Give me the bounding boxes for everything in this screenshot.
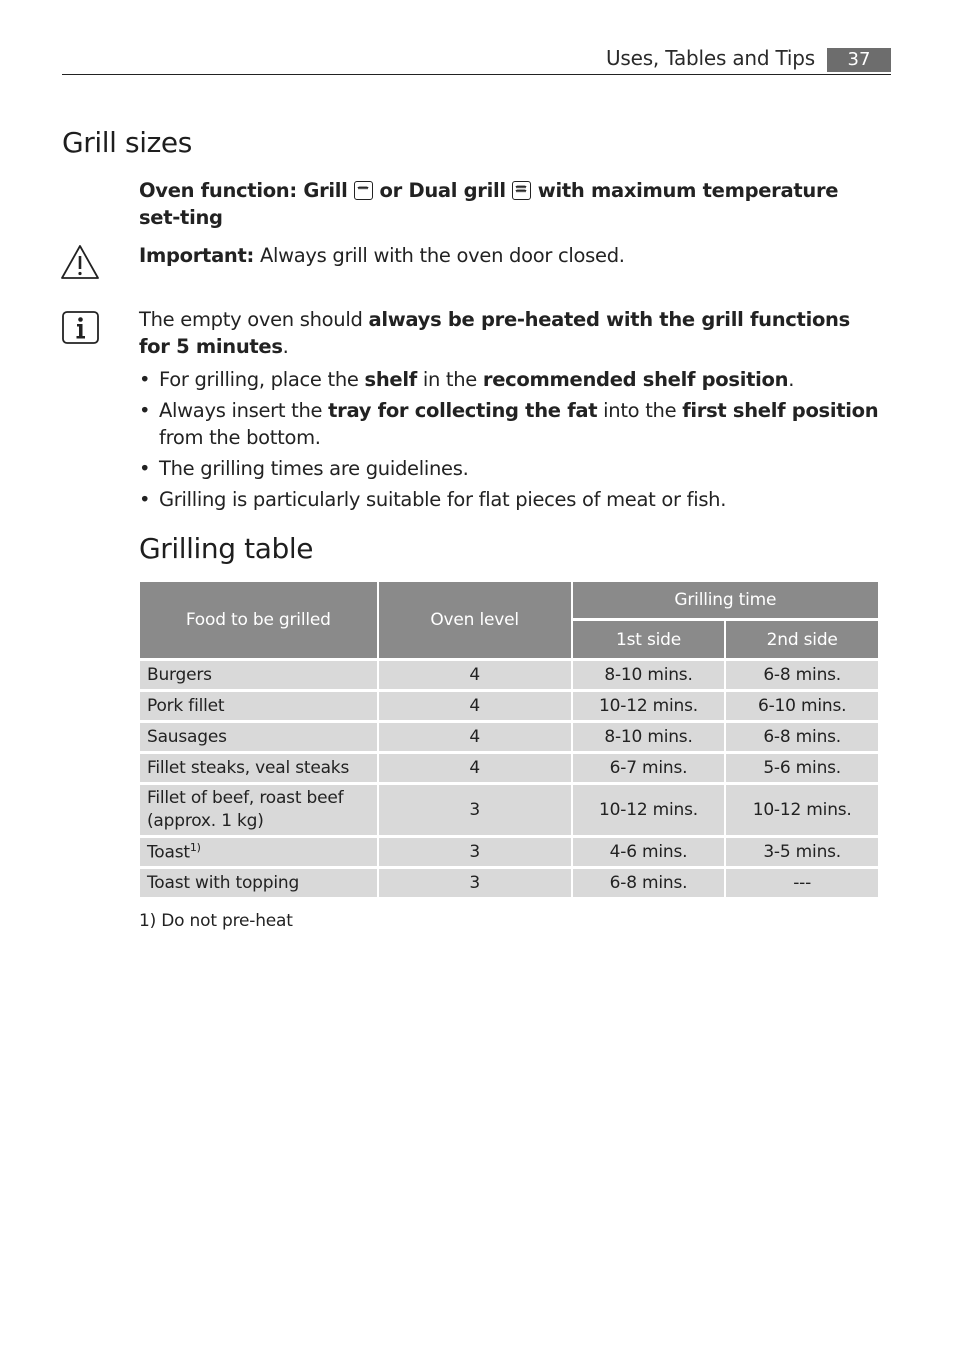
bullet-bold: shelf xyxy=(364,368,417,391)
cell-side1: 6-7 mins. xyxy=(573,754,725,782)
list-item xyxy=(139,397,884,451)
header-2nd-side: 2nd side xyxy=(726,621,878,658)
oven-function-middle: or Dual grill xyxy=(379,179,506,202)
cell-side1: 8-10 mins. xyxy=(573,661,725,689)
bullet-text: The grilling times are guidelines. xyxy=(159,457,469,480)
warning-icon xyxy=(60,244,100,284)
cell-food: Pork fillet xyxy=(140,692,377,720)
grilling-table xyxy=(138,579,880,900)
cell-side1: 6-8 mins. xyxy=(573,869,725,897)
cell-side1: 8-10 mins. xyxy=(573,723,725,751)
cell-level: 3 xyxy=(379,869,571,897)
grill-icon xyxy=(354,181,373,200)
cell-level: 3 xyxy=(379,785,571,835)
bullet-text: For grilling, place the xyxy=(159,368,365,391)
page-number: 37 xyxy=(827,48,891,72)
table-row xyxy=(140,838,878,866)
cell-side2: 5-6 mins. xyxy=(726,754,878,782)
cell-side2: --- xyxy=(726,869,878,897)
bullet-text: into the xyxy=(597,399,683,422)
table-row xyxy=(140,692,878,720)
cell-side2: 6-10 mins. xyxy=(726,692,878,720)
cell-food xyxy=(140,838,377,866)
oven-function-suffix: with maximum temperature set-ting xyxy=(139,179,839,229)
info-bold-1: always be pre-heated with the grill functions for 5 minutes xyxy=(139,308,850,358)
cell-side2: 3-5 mins. xyxy=(726,838,878,866)
bullet-text: . xyxy=(788,368,795,391)
bullet-bold: first shelf position xyxy=(682,399,879,422)
cell-level: 4 xyxy=(379,692,571,720)
info-text-2: . xyxy=(282,335,289,358)
header-1st-side: 1st side xyxy=(573,621,725,658)
important-text: Always grill with the oven door closed. xyxy=(259,244,625,267)
cell-food-text: Toast xyxy=(147,842,190,863)
table-row xyxy=(140,661,878,689)
oven-function-line xyxy=(139,177,884,231)
important-note xyxy=(139,242,884,269)
info-paragraph xyxy=(139,306,884,360)
bullet-dot: • xyxy=(139,368,151,391)
cell-side1: 4-6 mins. xyxy=(573,838,725,866)
list-item xyxy=(139,366,884,393)
cell-level: 4 xyxy=(379,754,571,782)
list-item xyxy=(139,486,884,513)
list-item xyxy=(139,455,884,482)
cell-level: 3 xyxy=(379,838,571,866)
table-row xyxy=(140,723,878,751)
cell-side1: 10-12 mins. xyxy=(573,692,725,720)
header-food: Food to be grilled xyxy=(140,582,377,658)
footnote: 1) Do not pre-heat xyxy=(139,911,293,931)
table-title: Grilling table xyxy=(139,532,314,565)
dual-grill-icon xyxy=(512,181,531,200)
cell-level: 4 xyxy=(379,723,571,751)
bullet-dot: • xyxy=(139,399,151,422)
cell-side2: 6-8 mins. xyxy=(726,723,878,751)
cell-food: Fillet steaks, veal steaks xyxy=(140,754,377,782)
bullet-dot: • xyxy=(139,488,151,511)
cell-food: Sausages xyxy=(140,723,377,751)
bullet-text: in the xyxy=(416,368,483,391)
bullet-bold: recommended shelf position xyxy=(482,368,789,391)
important-label: Important: xyxy=(139,244,255,267)
footnote-marker: 1) xyxy=(189,841,201,855)
table-row xyxy=(140,754,878,782)
oven-function-prefix: Oven function: Grill xyxy=(139,179,348,202)
bullet-bold: tray for collecting the fat xyxy=(328,399,598,422)
table-row xyxy=(140,869,878,897)
bullet-text: Always insert the xyxy=(159,399,329,422)
bullet-text: from the bottom. xyxy=(159,426,321,449)
header-rule xyxy=(62,74,891,75)
cell-level: 4 xyxy=(379,661,571,689)
table-row xyxy=(140,785,878,835)
cell-side2: 6-8 mins. xyxy=(726,661,878,689)
running-header: Uses, Tables and Tips xyxy=(605,46,815,70)
header-oven-level: Oven level xyxy=(379,582,571,658)
cell-side2: 10-12 mins. xyxy=(726,785,878,835)
cell-food: Fillet of beef, roast beef (approx. 1 kg) xyxy=(140,785,377,835)
bullet-dot: • xyxy=(139,457,151,480)
cell-food: Toast with topping xyxy=(140,869,377,897)
bullet-text: Grilling is particularly suitable for flat pieces of meat or fish. xyxy=(159,488,727,511)
cell-food: Burgers xyxy=(140,661,377,689)
info-text-1: The empty oven should xyxy=(139,308,363,331)
cell-side1: 10-12 mins. xyxy=(573,785,725,835)
section-title: Grill sizes xyxy=(62,126,192,159)
info-icon xyxy=(62,311,99,348)
tips-list xyxy=(139,366,884,517)
header-grilling-time: Grilling time xyxy=(573,582,878,618)
